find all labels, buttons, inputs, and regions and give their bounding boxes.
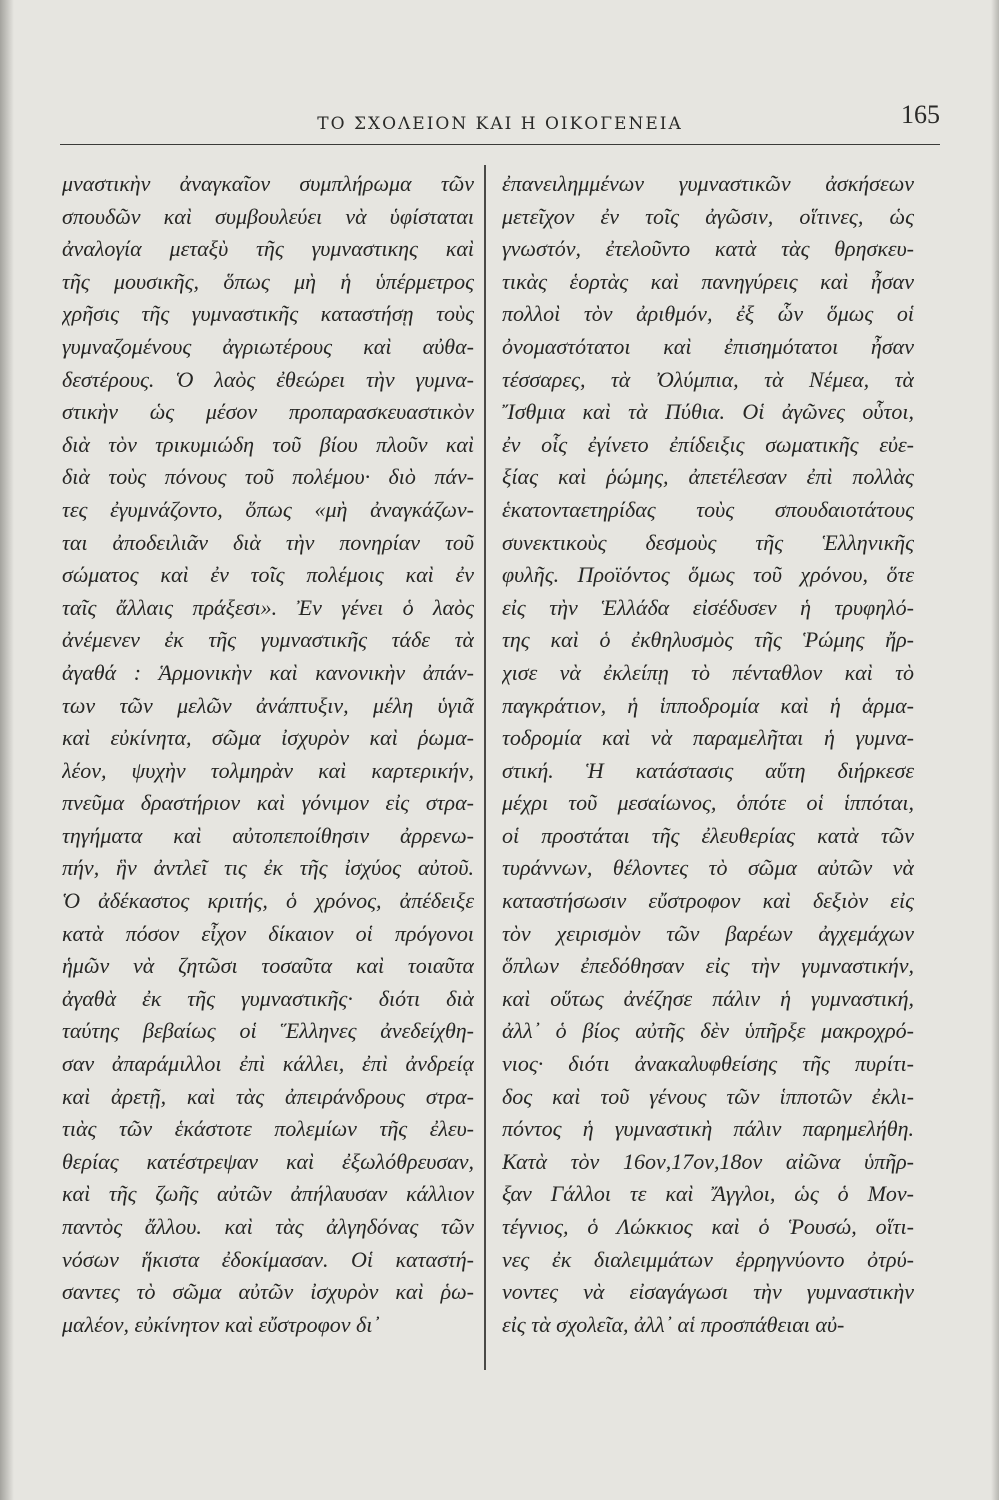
text-line: νες ἐκ διαλειμμάτων ἐρρηγνύοντο ὀτρύ- [502,1246,914,1272]
text-line: πολλοὶ τὸν ἀριθμόν, ἐξ ὧν ὅμως οἱ [502,301,914,327]
text-line: νοντες νὰ εἰσαγάγωσι τὴν γυμναστικὴν [502,1279,914,1305]
text-line: καὶ οὕτως ἀνέζησε πάλιν ἡ γυμναστική, [502,985,914,1011]
text-line: σαν ἀπαράμιλλοι ἐπὶ κάλλει, ἐπὶ ἀνδρείᾳ [62,1051,474,1077]
text-line: σώματος καὶ ἐν τοῖς πολέμοις καὶ ἐν [62,562,474,588]
text-line: μναστικὴν ἀναγκαῖον συμπλήρωμα τῶν [62,171,474,196]
text-line: συνεκτικοὺς δεσμοὺς τῆς Ἑλληνικῆς [502,529,914,555]
text-line: δεστέρους. Ὁ λαὸς ἐθεώρει τὴν γυμνα- [62,366,474,392]
text-line: χισε νὰ ἐκλείπῃ τὸ πένταθλον καὶ τὸ [502,659,914,685]
text-line: τυράννων, θέλοντες τὸ σῶμα αὐτῶν νὰ [502,855,914,881]
text-line: τῆς μουσικῆς, ὅπως μὴ ἡ ὑπέρμετρος [62,268,474,294]
text-line: ἑκατονταετηρίδας τοὺς σπουδαιοτάτους [502,496,914,522]
text-line: εἰς τὰ σχολεῖα, ἀλλ᾽ αἱ προσπάθειαι αὐ- [502,1311,845,1337]
text-line: λέον, ψυχὴν τολμηρὰν καὶ καρτερικήν, [62,757,474,783]
left-text-column [62,168,474,1341]
text-line: ὀνομαστότατοι καὶ ἐπισημότατοι ἦσαν [502,333,914,359]
text-line: τὸν χειρισμὸν τῶν βαρέων ἀγχεμάχων [502,920,914,946]
text-line: πόντος ἡ γυμναστικὴ πάλιν παρημελήθη. [502,1116,914,1142]
column-divider [484,165,486,1370]
text-line: καὶ ἀρετῇ, καὶ τὰς ἀπειράνδρους στρα- [62,1083,474,1109]
text-line: ταῖς ἄλλαις πράξεσι». Ἐν γένει ὁ λαὸς [62,594,474,620]
text-line: μέχρι τοῦ μεσαίωνος, ὁπότε οἱ ἱππόται, [502,790,914,816]
text-line: σαντες τὸ σῶμα αὐτῶν ἰσχυρὸν καὶ ῥω- [62,1279,474,1305]
text-line: μαλέον, εὐκίνητον καὶ εὔστροφον δι᾽ [62,1311,380,1337]
running-title: ΤΟ ΣΧΟΛΕΙΟΝ ΚΑΙ Η ΟΙΚΟΓΕΝΕΙΑ [317,114,683,134]
text-line: νόσων ἥκιστα ἐδοκίμασαν. Οἱ καταστή- [62,1246,474,1272]
text-line: μετεῖχον ἐν τοῖς ἀγῶσιν, οἵτινες, ὡς [502,203,914,229]
text-line: τες ἐγυμνάζοντο, ὅπως «μὴ ἀναγκάζων- [62,496,474,522]
text-line: παγκράτιον, ἡ ἱπποδρομία καὶ ἡ ἁρμα- [502,692,914,718]
text-line: τηγήματα καὶ αὐτοπεποίθησιν ἀρρενω- [62,822,474,848]
text-line: των τῶν μελῶν ἀνάπτυξιν, μέλη ὑγιᾶ [62,692,474,718]
text-line: οἱ προστάται τῆς ἐλευθερίας κατὰ τῶν [502,822,914,848]
text-line: ἀνέμενεν ἐκ τῆς γυμναστικῆς τάδε τὰ [62,627,474,653]
text-line: καὶ εὐκίνητα, σῶμα ἰσχυρὸν καὶ ῥωμα- [62,725,474,751]
text-line: δος καὶ τοῦ γένους τῶν ἱπποτῶν ἐκλι- [502,1083,914,1109]
text-line: στική. Ἡ κατάστασις αὕτη διήρκεσε [502,757,914,783]
text-line: τέγνιος, ὁ Λώκκιος καὶ ὁ Ῥουσώ, οἵτι- [502,1214,914,1239]
text-line: θερίας κατέστρεψαν καὶ ἐξωλόθρευσαν, [62,1148,474,1174]
text-line: ὅπλων ἐπεδόθησαν εἰς τὴν γυμναστικήν, [502,953,914,979]
text-line: ξαν Γάλλοι τε καὶ Ἄγγλοι, ὡς ὁ Μον- [502,1181,914,1207]
text-line: ἡμῶν νὰ ζητῶσι τοσαῦτα καὶ τοιαῦτα [62,953,474,979]
text-line: παντὸς ἄλλου. καὶ τὰς ἀλγηδόνας τῶν [62,1214,474,1239]
text-line: Ὁ ἀδέκαστος κριτής, ὁ χρόνος, ἀπέδειξε [62,888,474,914]
text-line: γυμναζομένους ἀγριωτέρους καὶ αὐθα- [62,333,474,359]
text-line: τέσσαρες, τὰ Ὀλύμπια, τὰ Νέμεα, τὰ [502,366,914,392]
text-line: σπουδῶν καὶ συμβουλεύει νὰ ὑφίσταται [62,203,474,229]
text-line: Κατὰ τὸν 16ον,17ον,18ον αἰῶνα ὑπῆρ- [502,1148,914,1174]
text-line: νιος· διότι ἀνακαλυφθείσης τῆς πυρίτι- [502,1051,914,1077]
text-line: της καὶ ὁ ἐκθηλυσμὸς τῆς Ῥώμης ἤρ- [502,627,914,653]
text-line: πήν, ἣν ἀντλεῖ τις ἐκ τῆς ἰσχύος αὐτοῦ. [62,855,474,881]
text-line: χρῆσις τῆς γυμναστικῆς καταστήσῃ τοὺς [62,301,474,327]
text-line: στικὴν ὡς μέσον προπαρασκευαστικὸν [62,399,474,425]
text-line: ταύτης βεβαίως οἱ Ἕλληνες ἀνεδείχθη- [62,1018,474,1044]
text-line: ἀγαθά : Ἁρμονικὴν καὶ κανονικὴν ἀπάν- [62,659,474,685]
running-header [60,96,940,145]
text-line: φυλῆς. Προϊόντος ὅμως τοῦ χρόνου, ὅτε [502,562,914,588]
text-line: καταστήσωσιν εὔστροφον καὶ δεξιὸν εἰς [502,888,914,914]
text-line: ἐπανειλημμένων γυμναστικῶν ἀσκήσεων [502,171,914,196]
text-line: ἐν οἷς ἐγίνετο ἐπίδειξις σωματικῆς εὐε- [502,431,914,457]
text-line: τιὰς τῶν ἑκάστοτε πολεμίων τῆς ἐλευ- [62,1116,474,1142]
text-line: τοδρομία καὶ νὰ παραμελῆται ἡ γυμνα- [502,725,914,751]
text-line: διὰ τὸν τρικυμιώδη τοῦ βίου πλοῦν καὶ [62,431,474,457]
page-number: 165 [901,100,940,129]
text-line: ἀλλ᾽ ὁ βίος αὐτῆς δὲν ὑπῆρξε μακροχρό- [502,1018,914,1044]
text-line: ται ἀποδειλιᾶν διὰ τὴν πονηρίαν τοῦ [62,529,474,555]
text-line: ἀγαθὰ ἐκ τῆς γυμναστικῆς· διότι διὰ [62,985,474,1011]
text-line: Ἴσθμια καὶ τὰ Πύθια. Οἱ ἀγῶνες οὗτοι, [502,399,914,425]
text-line: τικὰς ἑορτὰς καὶ πανηγύρεις καὶ ἦσαν [502,268,914,294]
text-line: καὶ τῆς ζωῆς αὐτῶν ἀπήλαυσαν κάλλιον [62,1181,474,1207]
text-line: γνωστόν, ἐτελοῦντο κατὰ τὰς θρησκευ- [502,236,914,262]
text-line: κατὰ πόσον εἶχον δίκαιον οἱ πρόγονοι [62,920,474,946]
text-line: πνεῦμα δραστήριον καὶ γόνιμον εἰς στρα- [62,790,474,816]
text-line: διὰ τοὺς πόνους τοῦ πολέμου· διὸ πάν- [62,464,474,490]
text-line: εἰς τὴν Ἑλλάδα εἰσέδυσεν ἡ τρυφηλό- [502,594,914,620]
text-line: ξίας καὶ ῥώμης, ἀπετέλεσαν ἐπὶ πολλὰς [502,464,914,490]
right-text-column [502,168,914,1341]
text-line: ἀναλογία μεταξὺ τῆς γυμναστικης καὶ [62,236,474,262]
